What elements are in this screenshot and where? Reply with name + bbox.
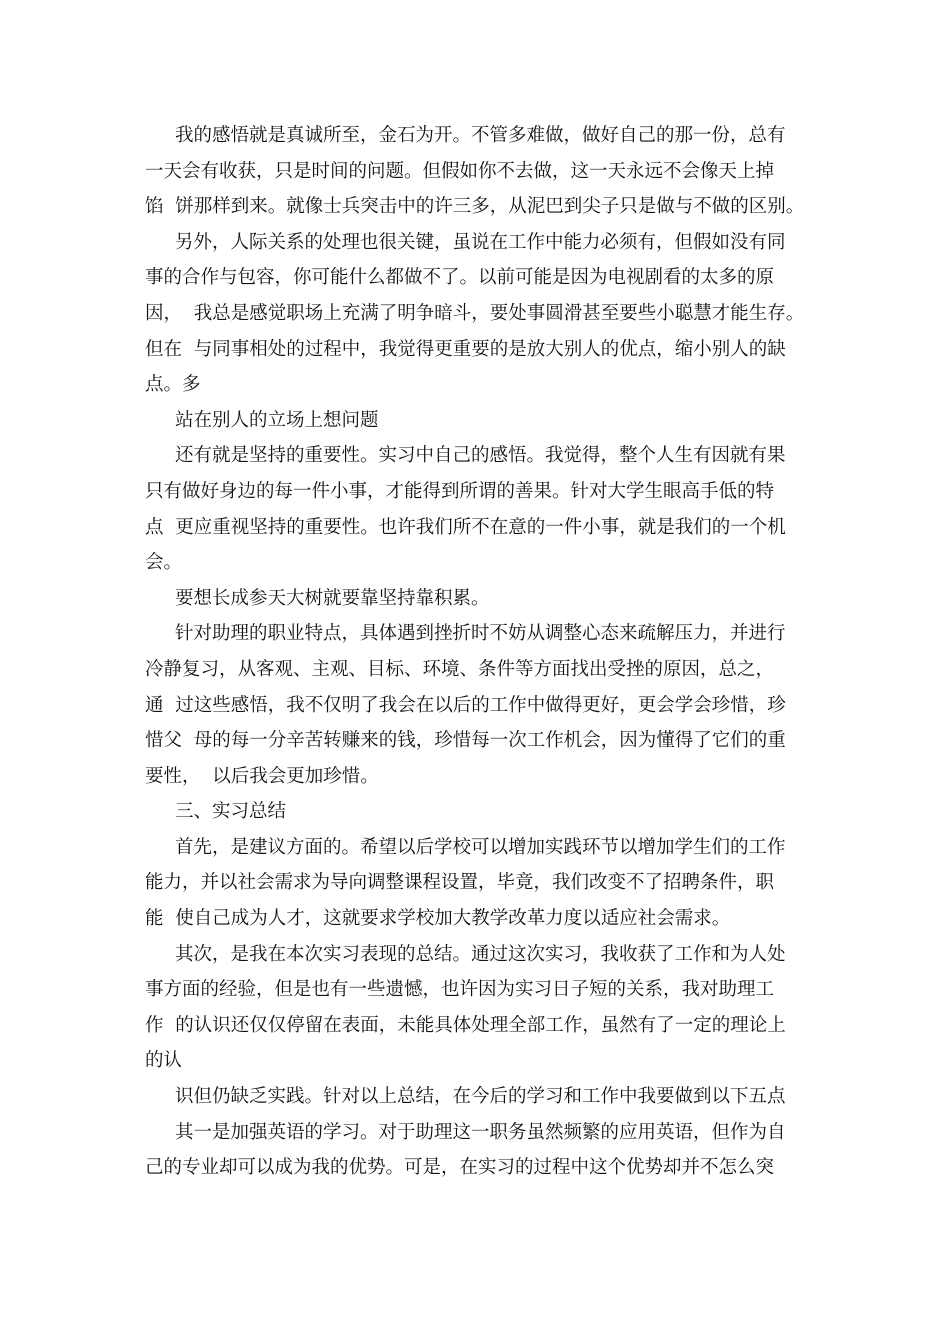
text-line: 冷静复习，从客观、主观、目标、环境、条件等方面找出受挫的原因，总之， [145, 658, 775, 680]
text-line: 另外，人际关系的处理也很关键，虽说在工作中能力必须有，但假如没有同 [175, 231, 786, 253]
text-line: 能力，并以社会需求为导向调整课程设置，毕竟，我们改变不了招聘条件，职 [145, 872, 775, 894]
text-line: 只有做好身边的每一件小事，才能得到所谓的善果。针对大学生眼高手低的特 [145, 480, 775, 502]
text-line: 会。 [145, 552, 183, 574]
text-line: 我的感悟就是真诚所至，金石为开。不管多难做，做好自己的那一份，总有 [175, 125, 786, 146]
text-line: 通 过这些感悟，我不仅明了我会在以后的工作中做得更好，更会学会珍惜，珍 [145, 694, 786, 716]
text-line: 识但仍缺乏实践。针对以上总结，在今后的学习和工作中我要做到以下五点 [175, 1086, 786, 1108]
text-line: 点 更应重视坚持的重要性。也许我们所不在意的一件小事，就是我们的一个机 [145, 516, 786, 538]
text-line: 事的合作与包容，你可能什么都做不了。以前可能是因为电视剧看的太多的原 [145, 267, 775, 289]
text-line: 馅 饼那样到来。就像士兵突击中的许三多，从泥巴到尖子只是做与不做的区别。 [145, 196, 805, 218]
document-body [145, 118, 825, 1186]
text-line: 其次，是我在本次实习表现的总结。通过这次实习，我收获了工作和为人处 [175, 943, 786, 965]
text-line: 站在别人的立场上想问题 [175, 409, 379, 431]
text-line: 因， 我总是感觉职场上充满了明争暗斗，要处事圆滑甚至要些小聪慧才能生存。 [145, 302, 805, 324]
text-line: 点。多 [145, 374, 201, 396]
text-line: 要想长成参天大树就要靠坚持靠积累。 [175, 587, 490, 609]
text-line: 首先，是建议方面的。希望以后学校可以增加实践环节以增加学生们的工作 [175, 836, 786, 858]
text-line: 事方面的经验，但是也有一些遗憾，也许因为实习日子短的关系，我对助理工 [145, 979, 775, 1001]
text-line: 惜父 母的每一分辛苦转赚来的钱，珍惜每一次工作机会，因为懂得了它们的重 [145, 730, 786, 752]
text-line: 作 的认识还仅仅停留在表面，未能具体处理全部工作，虽然有了一定的理论上 [145, 1014, 786, 1036]
text-line: 己的专业却可以成为我的优势。可是，在实习的过程中这个优势却并不怎么突 [145, 1157, 775, 1179]
section-heading: 三、实习总结 [175, 801, 287, 823]
text-line: 针对助理的职业特点，具体遇到挫折时不妨从调整心态来疏解压力，并进行 [175, 623, 786, 645]
text-line: 一天会有收获，只是时间的问题。但假如你不去做，这一天永远不会像天上掉 [145, 160, 775, 182]
text-line: 但在 与同事相处的过程中，我觉得更重要的是放大别人的优点，缩小别人的缺 [145, 338, 786, 360]
text-line: 的认 [145, 1050, 183, 1072]
text-line: 还有就是坚持的重要性。实习中自己的感悟。我觉得，整个人生有因就有果 [175, 445, 786, 467]
text-line: 要性， 以后我会更加珍惜。 [145, 765, 379, 787]
text-line: 能 使自己成为人才，这就要求学校加大教学改革力度以适应社会需求。 [145, 908, 731, 930]
text-line: 其一是加强英语的学习。对于助理这一职务虽然频繁的应用英语，但作为自 [175, 1121, 786, 1143]
